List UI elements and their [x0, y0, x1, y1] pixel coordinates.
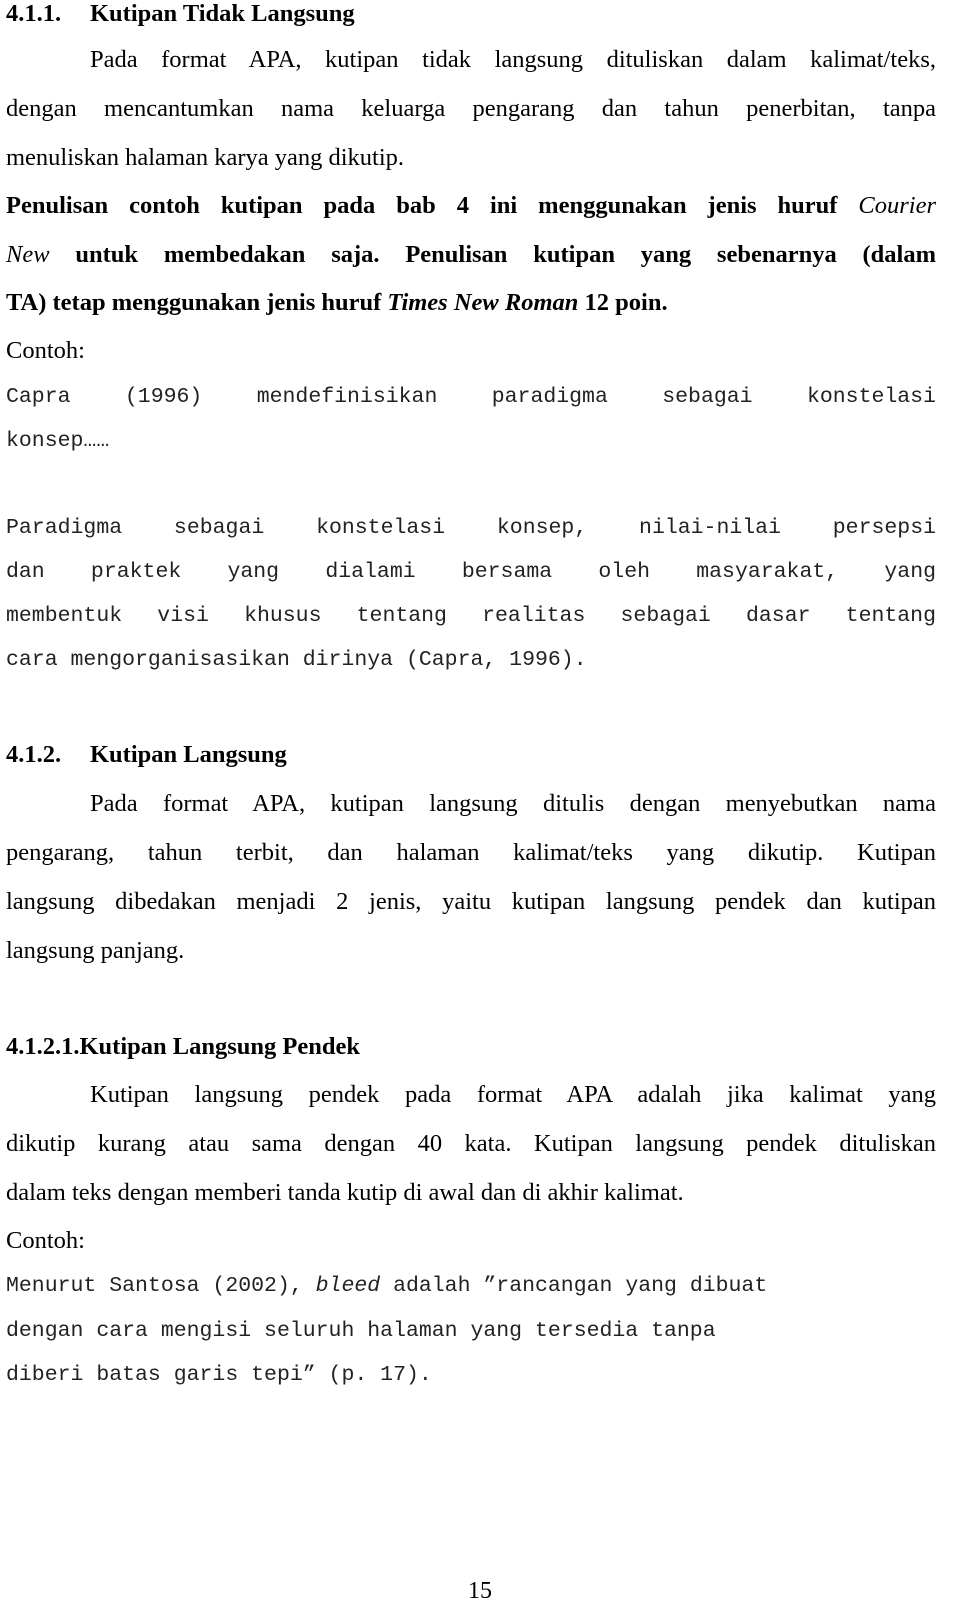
font-name: Courier [858, 192, 937, 219]
section-number: 4.1.1. [6, 0, 62, 27]
section-heading-4-1-2-1 [6, 1033, 936, 1061]
example-line: cara mengorganisasikan dirinya (Capra, 1996). [6, 648, 587, 672]
section-heading-4-1-1 [6, 0, 936, 28]
example-line: konsep…… [6, 429, 110, 453]
page-number: 15 [468, 1578, 492, 1604]
paragraph-line: menuliskan halaman karya yang dikutip. [6, 144, 405, 171]
paragraph-line: langsung dibedakan menjadi 2 jenis, yaitu kutipan langsung pendek dan kutipan [6, 888, 936, 915]
section-number: 4.1.2.1. [6, 1033, 80, 1060]
example-label: Contoh: [6, 337, 85, 364]
example-text: Menurut Santosa (2002), [6, 1274, 303, 1298]
note-line-1 [6, 192, 936, 220]
note-line-3 [6, 289, 936, 317]
example-line: membentuk visi khusus tentang realitas sebagai dasar tentang [6, 604, 936, 628]
section-title: Kutipan Langsung Pendek [79, 1033, 360, 1060]
paragraph-line: Kutipan langsung pendek pada format APA adalah jika kalimat yang [90, 1081, 936, 1108]
section-title: Kutipan Tidak Langsung [90, 0, 355, 27]
section-title: Kutipan Langsung [90, 741, 287, 768]
example-line: Paradigma sebagai konstelasi konsep, nilai-nilai persepsi [6, 516, 936, 540]
paragraph-line: dikutip kurang atau sama dengan 40 kata. Kutipan langsung pendek dituliskan [6, 1130, 936, 1157]
font-name: New [6, 241, 50, 268]
example-line: dan praktek yang dialami bersama oleh masyarakat, yang [6, 560, 936, 584]
font-name: Times New Roman [387, 289, 579, 316]
example-line [6, 1274, 936, 1298]
paragraph-line: langsung panjang. [6, 937, 185, 964]
note-line-2 [6, 241, 936, 269]
section-number: 4.1.2. [6, 741, 62, 768]
note-text: 12 poin. [584, 289, 668, 316]
paragraph-line: Pada format APA, kutipan langsung ditulis dengan menyebutkan nama [90, 790, 936, 817]
note-text: TA) tetap menggunakan jenis huruf [6, 289, 382, 316]
paragraph-line: dalam teks dengan memberi tanda kutip di awal dan di akhir kalimat. [6, 1179, 684, 1206]
example-line: diberi batas garis tepi” (p. 17). [6, 1363, 432, 1387]
example-term: bleed [315, 1274, 381, 1298]
note-text: Penulisan contoh kutipan pada bab 4 ini menggunakan jenis huruf [6, 192, 838, 219]
example-text: adalah ”rancangan yang dibuat [393, 1274, 768, 1298]
section-heading-4-1-2 [6, 741, 936, 769]
note-text: untuk membedakan saja. Penulisan kutipan yang sebenarnya (dalam [75, 241, 937, 268]
paragraph-line: Pada format APA, kutipan tidak langsung dituliskan dalam kalimat/teks, [90, 46, 936, 73]
example-line: dengan cara mengisi seluruh halaman yang tersedia tanpa [6, 1319, 716, 1343]
paragraph-line: dengan mencantumkan nama keluarga pengarang dan tahun penerbitan, tanpa [6, 95, 936, 122]
paragraph-line: pengarang, tahun terbit, dan halaman kalimat/teks yang dikutip. Kutipan [6, 839, 936, 866]
example-line: Capra (1996) mendefinisikan paradigma sebagai konstelasi [6, 385, 936, 409]
example-label: Contoh: [6, 1227, 85, 1254]
